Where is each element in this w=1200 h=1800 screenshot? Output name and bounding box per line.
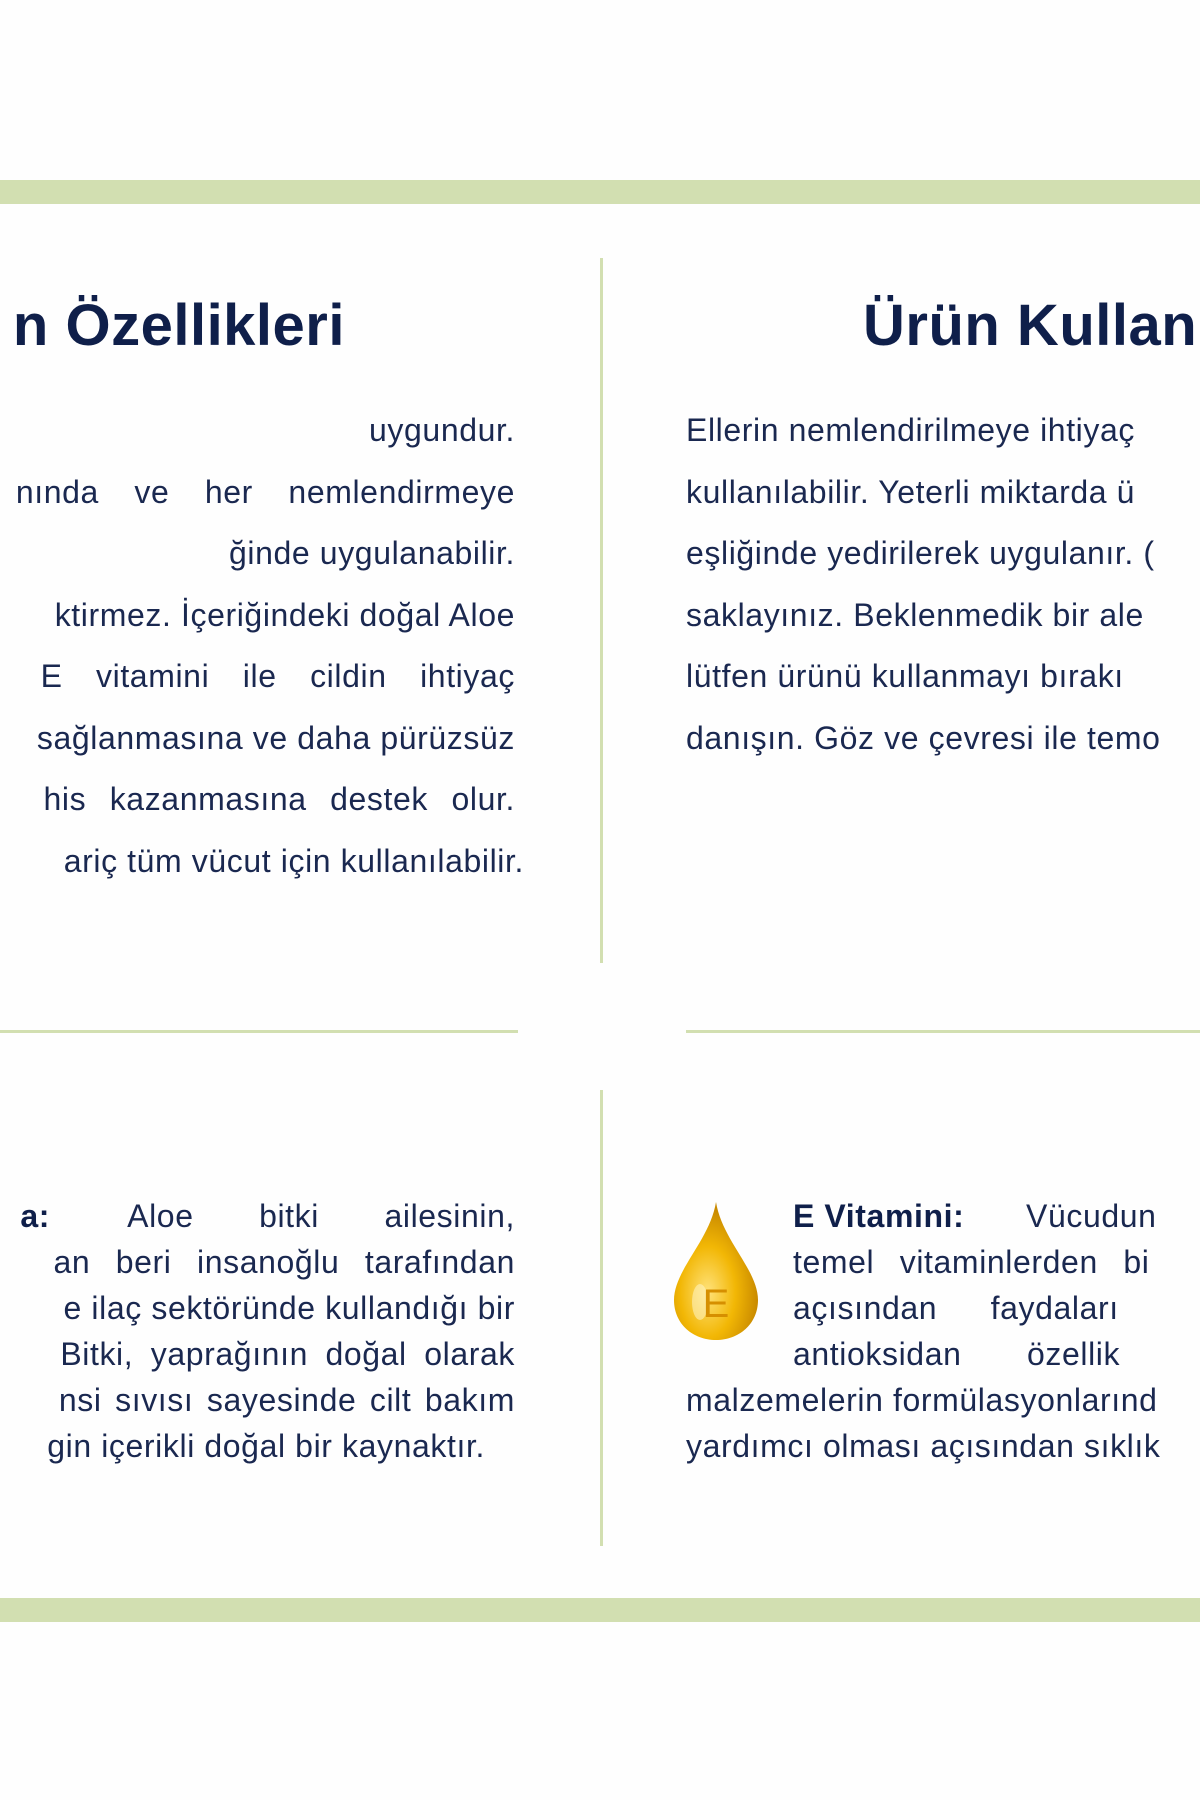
- usage-line: lütfen ürünü kullanmayı bırakı: [686, 658, 1124, 694]
- vitamin-e-line: açısından faydaları: [793, 1290, 1119, 1326]
- vitamin-e-drop-letter: E: [702, 1282, 730, 1326]
- vitamin-e-line: temel vitaminlerden bi: [793, 1244, 1150, 1280]
- vitamin-e-line: antioksidan özellik: [793, 1336, 1121, 1372]
- horizontal-divider-left: [0, 1030, 518, 1033]
- usage-line: Ellerin nemlendirilmeye ihtiyaç: [686, 412, 1135, 448]
- bottom-divider-band: [0, 1598, 1200, 1622]
- features-line: nında ve her nemlendirmeye: [15, 474, 515, 510]
- features-line: ğinde uygulanabilir.: [229, 535, 515, 571]
- aloe-label: a:: [20, 1198, 50, 1234]
- aloe-line: e ilaç sektöründe kullandığı bir: [63, 1290, 515, 1326]
- aloe-line: Aloe bitki ailesinin,: [127, 1198, 515, 1234]
- aloe-line: an beri insanoğlu tarafından: [53, 1244, 515, 1280]
- vertical-divider-top: [600, 258, 603, 963]
- usage-line: kullanılabilir. Yeterli miktarda ü: [686, 474, 1136, 510]
- vitamin-e-line: Vücudun: [1026, 1198, 1157, 1234]
- vitamin-e-line: malzemelerin formülasyonlarınd: [686, 1382, 1158, 1418]
- vitamin-e-label: E Vitamini:: [793, 1198, 965, 1234]
- aloe-line: Bitki, yaprağının doğal olarak: [60, 1336, 515, 1372]
- features-line: his kazanmasına destek olur.: [43, 781, 515, 817]
- aloe-line: nsi sıvısı sayesinde cilt bakım: [58, 1382, 515, 1418]
- usage-line: eşliğinde yedirilerek uygulanır. (: [686, 535, 1155, 571]
- usage-line: saklayınız. Beklenmedik bir ale: [686, 597, 1144, 633]
- features-line: ariç tüm vücut için kullanılabilir.: [63, 843, 524, 879]
- horizontal-divider-right: [686, 1030, 1200, 1033]
- top-divider-band: [0, 180, 1200, 204]
- features-line: E vitamini ile cildin ihtiyaç: [40, 658, 515, 694]
- vertical-divider-bottom: [600, 1090, 603, 1546]
- vitamin-e-drop-icon: [670, 1200, 762, 1342]
- usage-heading: Ürün Kullan: [863, 293, 1198, 358]
- vitamin-e-line: yardımcı olması açısından sıklık: [686, 1428, 1161, 1464]
- aloe-line: gin içerikli doğal bir kaynaktır.: [47, 1428, 485, 1464]
- features-line: ktirmez. İçeriğindeki doğal Aloe: [54, 597, 515, 633]
- usage-line: danışın. Göz ve çevresi ile temo: [686, 720, 1161, 756]
- features-heading: n Özellikleri: [12, 293, 345, 358]
- features-line: sağlanmasına ve daha pürüzsüz: [36, 720, 515, 756]
- features-line: uygundur.: [369, 412, 515, 448]
